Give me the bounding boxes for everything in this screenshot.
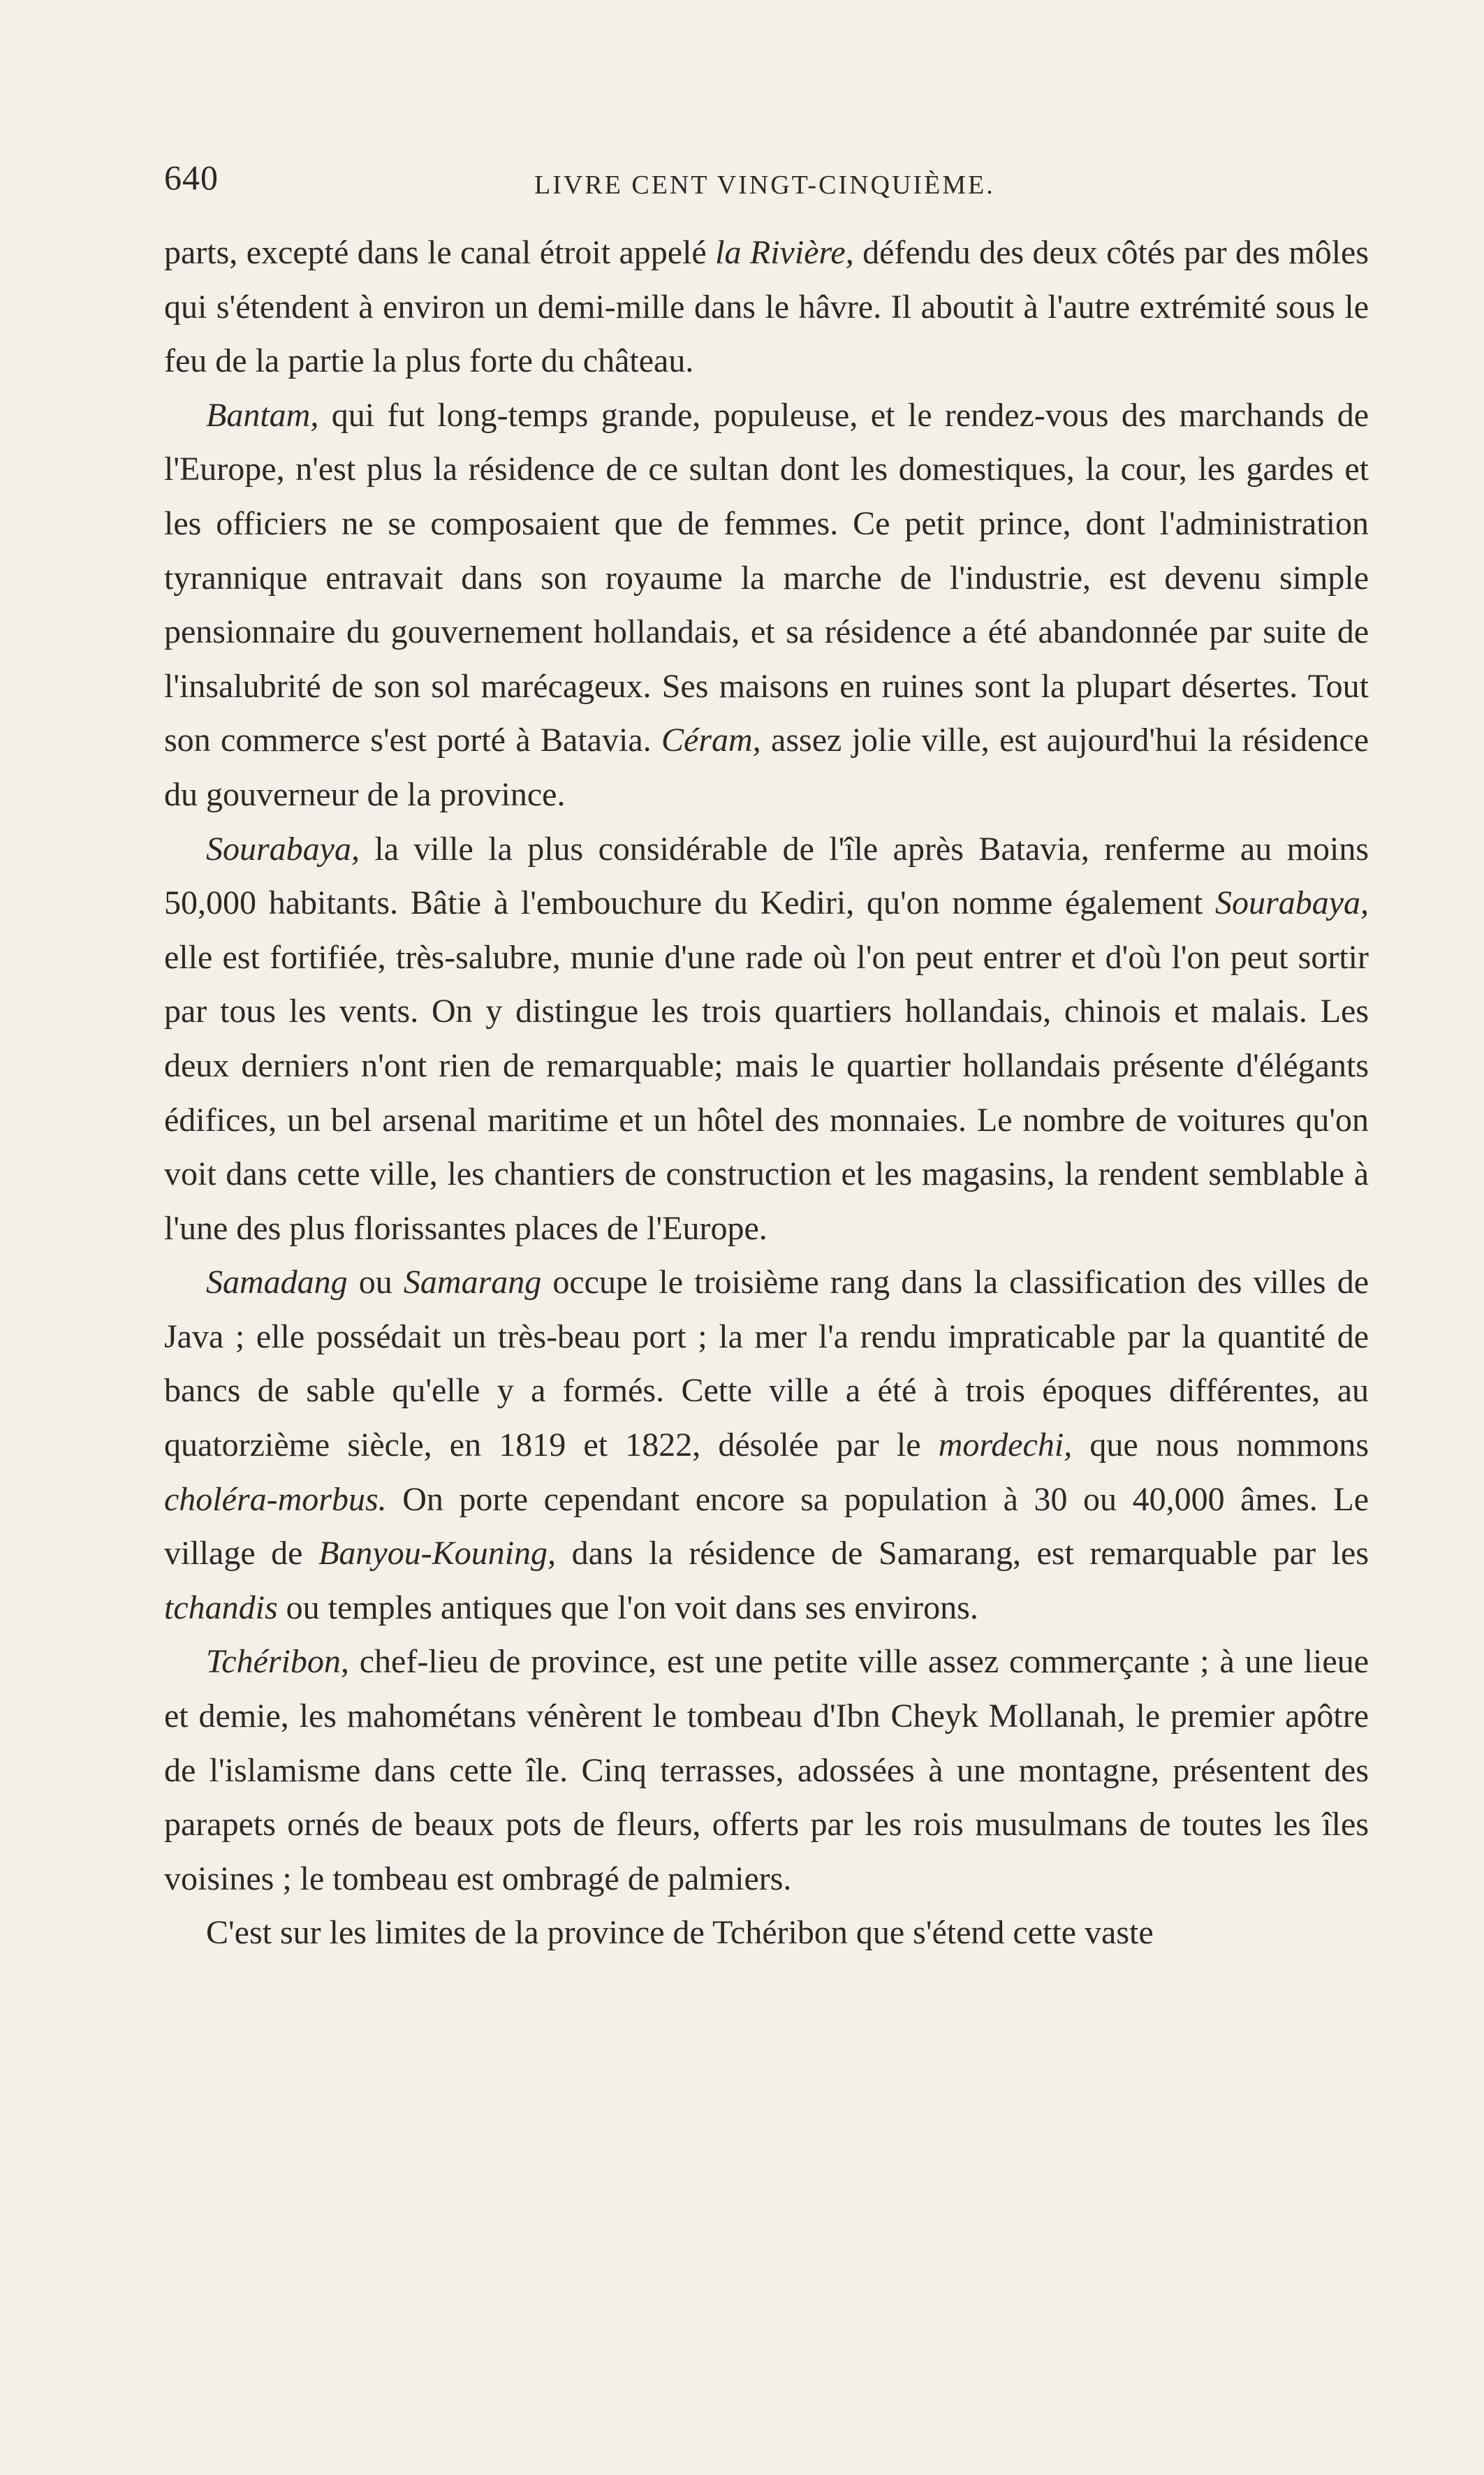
page-number: 640 bbox=[164, 158, 219, 197]
text-run: ou temples antiques que l'on voit dans ses environs. bbox=[277, 1589, 978, 1626]
text-run: que nous nommons bbox=[1072, 1426, 1369, 1464]
text-run: chef-lieu de province, est une petite ville assez commerçante ; à une lieue et demie, les mahométans vénèrent le tombeau d'Ibn Cheyk Mollanah, le premier apôtre de l'islamisme dans cette île. Cinq terrasses, adossées à une montagne, présentent des parapets ornés de beaux pots de fleurs, offerts par les rois musulmans de toutes les îles voisines ; le tombeau est ombragé de palmiers. bbox=[164, 1643, 1369, 1897]
italic-term: la Rivière, bbox=[715, 234, 854, 271]
italic-term: Sourabaya, bbox=[1215, 884, 1369, 922]
paragraph bbox=[164, 388, 1369, 822]
italic-term: Samadang bbox=[206, 1264, 348, 1301]
text-run: occupe le troisième rang dans la classification des villes de Java ; elle possédait un très-beau port ; la mer l'a rendu impraticable par la quantité de bancs de sable qu'elle y a formés. Cette ville a été à trois époques différentes, au quatorzième siècle, en 1819 et 1822, désolée par le bbox=[164, 1264, 1369, 1464]
paragraph bbox=[164, 1906, 1369, 1960]
italic-term: Sourabaya, bbox=[206, 830, 360, 868]
body-text bbox=[164, 226, 1369, 1960]
italic-term: Tchéribon, bbox=[206, 1643, 349, 1681]
text-run: dans la résidence de Samarang, est remarquable par les bbox=[556, 1535, 1369, 1572]
text-run: C'est sur les limites de la province de Tchéribon que s'étend cette vaste bbox=[206, 1914, 1154, 1952]
text-run: parts, excepté dans le canal étroit appelé bbox=[164, 234, 716, 271]
running-title: LIVRE CENT VINGT-CINQUIÈME. bbox=[534, 170, 995, 200]
paragraph bbox=[164, 822, 1369, 1256]
italic-term: choléra-morbus. bbox=[164, 1480, 387, 1518]
text-run: elle est fortifiée, très-salubre, munie d'une rade où l'on peut entrer et d'où l'on peut sortir par tous les vents. On y distingue les trois quartiers hollandais, chinois et malais. Les deux derniers n'ont rien de remarquable; mais le quartier hollandais présente d'élégants édifices, un bel arsenal maritime et un hôtel des monnaies. Le nombre de voitures qu'on voit dans cette ville, les chantiers de construction et les magasins, la rendent semblable à l'une des plus florissantes places de l'Europe. bbox=[164, 938, 1369, 1247]
paragraph bbox=[164, 226, 1369, 388]
paragraph bbox=[164, 1635, 1369, 1906]
page-header bbox=[164, 150, 1369, 213]
italic-term: Banyou-Kouning, bbox=[318, 1535, 557, 1572]
text-run: la ville la plus considérable de l'île après Batavia, renferme au moins 50,000 habitants. Bâtie à l'embouchure du Kediri, qu'on nomme également bbox=[164, 830, 1369, 922]
paragraph bbox=[164, 1255, 1369, 1635]
text-run: assez jolie ville, est aujourd'hui la résidence du gouverneur de la province. bbox=[164, 722, 1369, 813]
text-run: ou bbox=[347, 1264, 404, 1301]
italic-term: tchandis bbox=[164, 1589, 278, 1626]
italic-term: Céram, bbox=[661, 722, 761, 759]
text-run: qui fut long-temps grande, populeuse, et le rendez-vous des marchands de l'Europe, n'est plus la résidence de ce sultan dont les domestiques, la cour, les gardes et les officiers ne se composaient que de femmes. Ce petit prince, dont l'administration tyrannique entravait dans son royaume la marche de l'industrie, est devenu simple pensionnaire du gouvernement hollandais, et sa résidence a été abandonnée par suite de l'insalubrité de son sol marécageux. Ses maisons en ruines sont la plupart désertes. Tout son commerce s'est porté à Batavia. bbox=[164, 396, 1369, 759]
text-run: défendu des deux côtés par des môles qui s'étendent à environ un demi-mille dans le hâvre. Il aboutit à l'autre extrémité sous le feu de la partie la plus forte du château. bbox=[164, 234, 1369, 380]
book-page bbox=[164, 150, 1369, 1952]
italic-term: Samarang bbox=[403, 1264, 542, 1301]
italic-term: Bantam, bbox=[206, 396, 319, 434]
italic-term: mordechi, bbox=[938, 1426, 1073, 1464]
text-run: On porte cependant encore sa population à 30 ou 40,000 âmes. Le village de bbox=[164, 1480, 1369, 1572]
